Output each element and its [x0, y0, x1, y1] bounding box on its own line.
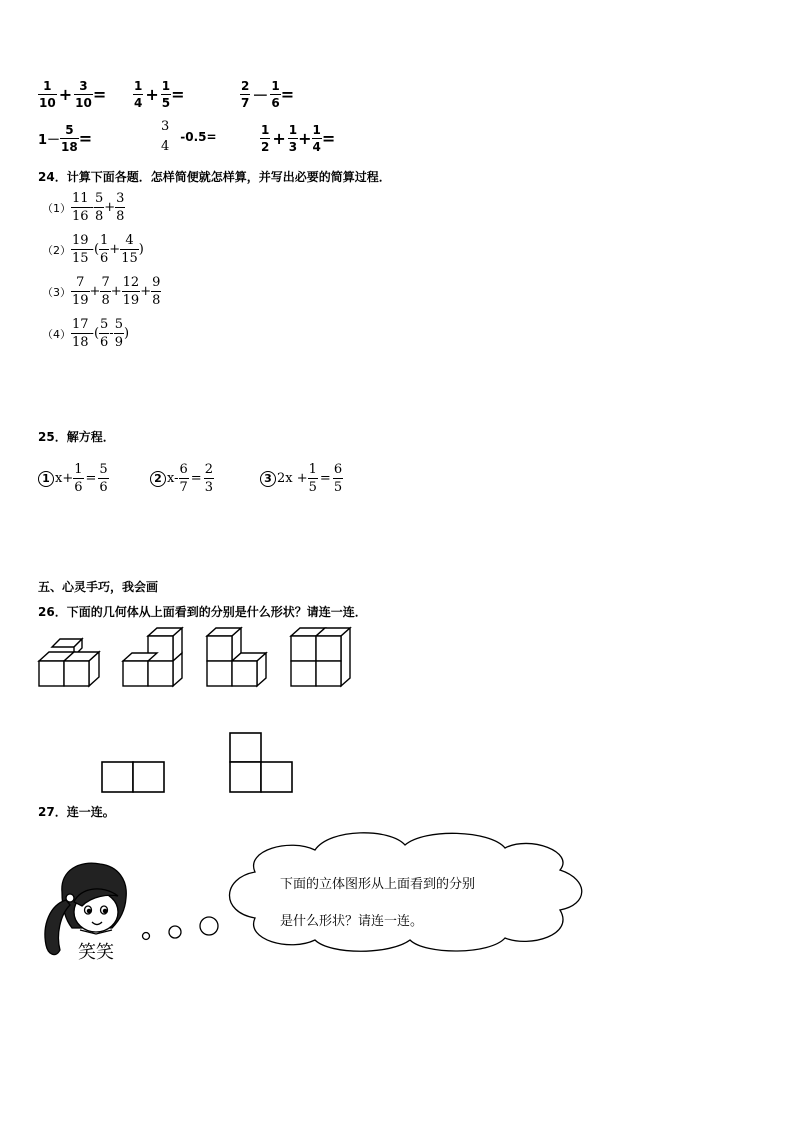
calc-4: 1－ $\frac{5}{18}$ = — [38, 123, 93, 154]
fraction: $\frac{1}{3}$ — [288, 123, 298, 154]
q24-item-4: （4） $\frac{17}{18}$ -( $\frac{5}{6}$ - $\frac{5}{9}$ ) — [42, 317, 130, 350]
fraction: $\frac{3}{10}$ — [75, 79, 92, 110]
bubble-line-1: 下面的立体图形从上面看到的分别 — [280, 877, 476, 892]
section-heading: 五、心灵手巧，我会画 — [38, 580, 159, 594]
circled-number: 2 — [150, 471, 166, 487]
fraction: 3 4 — [161, 119, 170, 154]
equation-2: 2 x- $\frac{6}{7}$ = $\frac{2}{3}$ — [150, 463, 214, 494]
q24-item-3: （3） $\frac{7}{19}$ + $\frac{7}{8}$ + $\frac{12}{19}$ + $\frac{9}{8}$ — [42, 275, 161, 308]
calc-3: $\frac{2}{7}$ － $\frac{1}{6}$ = — [241, 79, 295, 110]
fraction: $\frac{1}{4}$ — [134, 79, 143, 110]
fraction: $\frac{1}{10}$ — [39, 79, 56, 110]
q24-item-2: （2） $\frac{19}{15}$ -( $\frac{1}{6}$ + $\frac{4}{15}$ ) — [42, 233, 144, 266]
equation-1: 1 x+ $\frac{1}{6}$ = $\frac{5}{6}$ — [38, 463, 109, 494]
circled-number: 1 — [38, 471, 54, 487]
q25-title: 25．解方程． — [38, 430, 115, 444]
q26-title: 26．下面的几何体从上面看到的分别是什么形状？请连一连． — [38, 605, 367, 619]
character-name-label: 笑笑 — [78, 942, 114, 963]
calc-2: $\frac{1}{4}$ + $\frac{1}{5}$ = — [134, 79, 185, 110]
equation-3: 3 2x + $\frac{1}{5}$ = $\frac{6}{5}$ — [260, 463, 343, 494]
q24-title: 24．计算下面各题．怎样简便就怎样算，并写出必要的简算过程． — [38, 170, 391, 184]
bubble-line-2: 是什么形状？请连一连。 — [280, 914, 424, 929]
fraction: $\frac{1}{6}$ — [271, 79, 280, 110]
q24-item-1: （1） $\frac{11}{16}$ - $\frac{5}{8}$ + $\frac{3}{8}$ — [42, 191, 125, 224]
calc-5: 3 4 -0.5= — [161, 119, 217, 154]
fraction: $\frac{1}{4}$ — [312, 123, 321, 154]
calc-1: $\frac{1}{10}$ + $\frac{3}{10}$ = — [39, 79, 107, 110]
circled-number: 3 — [260, 471, 276, 487]
q27-title: 27．连一连。 — [38, 805, 115, 819]
calc-6: $\frac{1}{2}$ + $\frac{1}{3}$ + $\frac{1}{4}$ = — [261, 123, 336, 154]
fraction: $\frac{1}{5}$ — [161, 79, 171, 110]
fraction: $\frac{1}{2}$ — [261, 123, 270, 154]
fraction: $\frac{5}{18}$ — [61, 123, 78, 154]
fraction: $\frac{2}{7}$ — [241, 79, 250, 110]
